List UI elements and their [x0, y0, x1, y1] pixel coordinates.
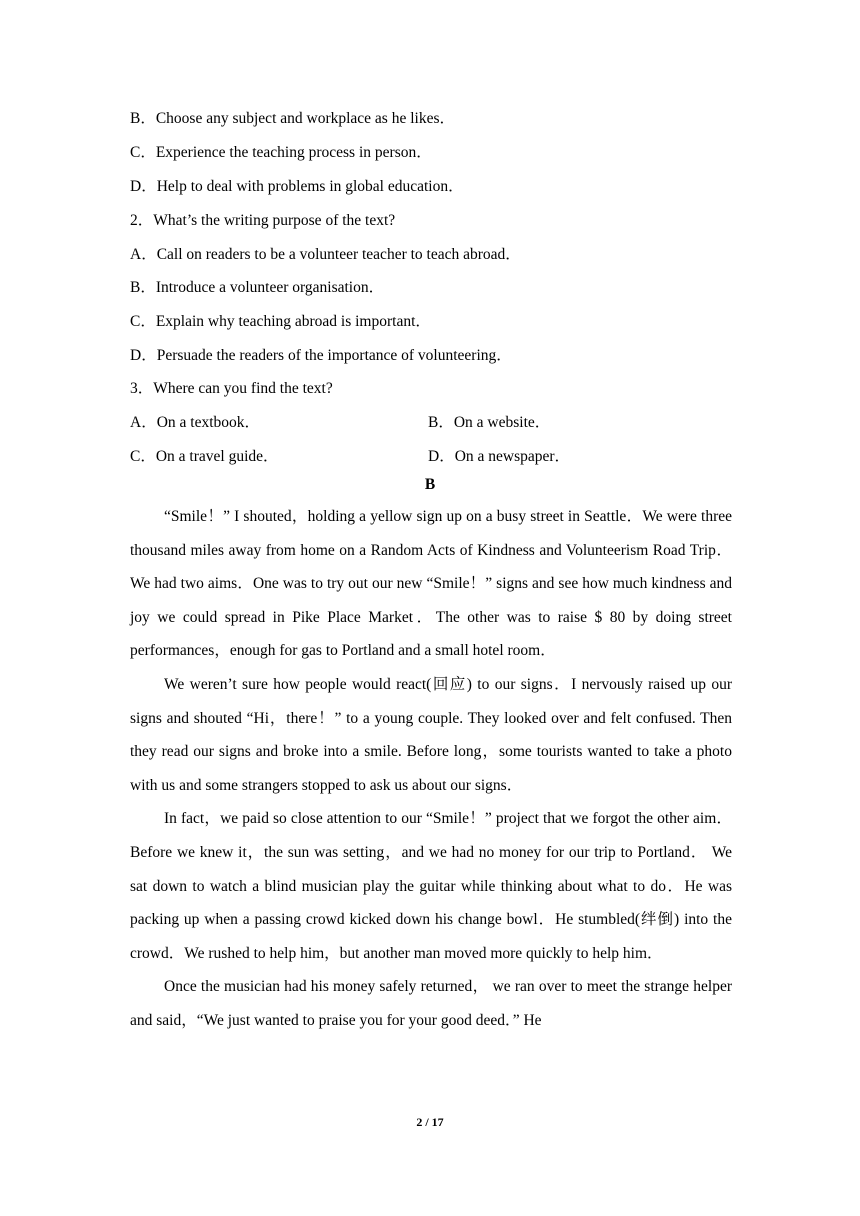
- passage-b: [130, 500, 732, 1038]
- q2-option-a: A．Call on readers to be a volunteer teacher to teach abroad．: [130, 246, 521, 263]
- section-title: B: [424, 476, 436, 493]
- passage-paragraph-2: We weren’t sure how people would react(回应) to our signs．I nervously raised up our signs and shouted “Hi，there！” to a young couple. They looked over and felt confused. Then they read our signs and broke into a smile. Before long，some tourists wanted to take a photo with us and some strangers stopped to ask us about our signs．: [130, 675, 732, 794]
- passage-paragraph-3: In fact，we paid so close attention to our “Smile！” project that we forgot the other aim．Before we knew it，the sun was setting，and we had no money for our trip to Portland． We sat down to watch a blind musician play the guitar while thinking about what to do．He was packing up when a passing crowd kicked down his change bowl．He stumbled(绊倒) into the crowd．We rushed to help him，but another man moved more quickly to help him．: [130, 810, 732, 962]
- page-number: 2 / 17: [416, 1115, 444, 1129]
- q3-option-a: A．On a textbook．: [130, 414, 261, 431]
- q2-stem: 2．What’s the writing purpose of the text?: [130, 212, 396, 229]
- q3-stem: 3．Where can you find the text?: [130, 380, 333, 397]
- q3-option-d: D．On a newspaper．: [428, 448, 571, 465]
- q2-option-d: D．Persuade the readers of the importance of volunteering．: [130, 347, 512, 364]
- q3-option-b: B．On a website．: [428, 414, 551, 431]
- passage-paragraph-4: Once the musician had his money safely returned， we ran over to meet the strange helper and said，“We just wanted to praise you for your good deed．” He: [130, 978, 732, 1029]
- q2-option-b: B．Introduce a volunteer organisation．: [130, 279, 385, 296]
- q3-option-c: C．On a travel guide．: [130, 448, 279, 465]
- q1-option-d: D．Help to deal with problems in global education．: [130, 178, 464, 195]
- q1-option-b: B．Choose any subject and workplace as he likes．: [130, 110, 455, 127]
- q1-option-c: C．Experience the teaching process in person．: [130, 144, 432, 161]
- passage-paragraph-1: “Smile！” I shouted，holding a yellow sign up on a busy street in Seattle．We were three thousand miles away from home on a Random Acts of Kindness and Volunteerism Road Trip．We had two aims．One was to try out our new “Smile！” signs and see how much kindness and joy we could spread in Pike Place Market．The other was to raise $ 80 by doing street performances，enough for gas to Portland and a small hotel room．: [130, 508, 732, 660]
- q2-option-c: C．Explain why teaching abroad is important．: [130, 313, 431, 330]
